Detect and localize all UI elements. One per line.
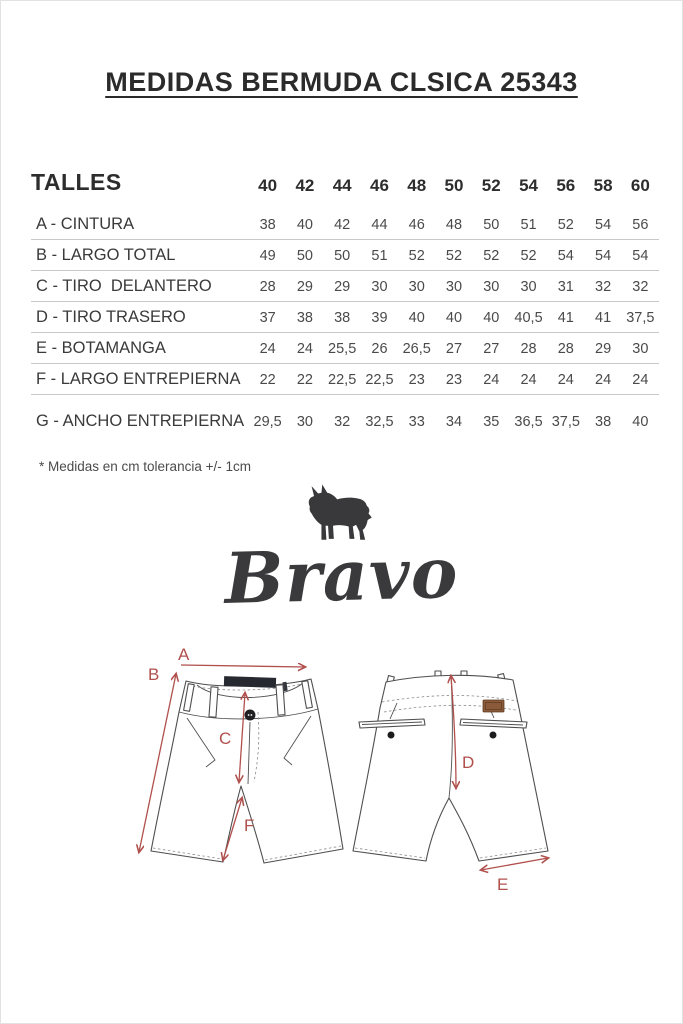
measurement-label: A - CINTURA	[36, 215, 135, 233]
measurement-value: 38	[296, 309, 313, 326]
measurement-value: 52	[557, 216, 574, 233]
measurement-value: 22,5	[365, 371, 394, 388]
measurement-value: 40,5	[514, 309, 543, 326]
back-pocket-button	[388, 732, 395, 739]
measurement-value: 38	[259, 216, 276, 233]
measurement-value: 56	[632, 216, 649, 233]
size-header: 40	[258, 176, 278, 195]
measurement-value: 52	[445, 247, 463, 264]
arrow-label-B: B	[148, 665, 160, 684]
measurement-value: 41	[557, 309, 574, 326]
measurement-value: 24	[595, 371, 612, 388]
measurement-value: 22	[259, 371, 276, 388]
measurement-value: 32	[595, 278, 612, 295]
measurement-value: 36,5	[514, 413, 543, 430]
measurement-value: 51	[520, 216, 537, 233]
measurement-value: 49	[259, 247, 276, 264]
shorts-diagram-svg	[131, 646, 571, 906]
size-header: 48	[407, 176, 427, 195]
measurement-value: 22,5	[328, 371, 357, 388]
brand-name: Bravo	[223, 530, 460, 621]
size-table-header	[31, 169, 659, 196]
measurement-value: 54	[595, 247, 612, 264]
table-row	[31, 302, 659, 333]
measurement-value: 50	[296, 247, 313, 264]
size-header: 42	[295, 176, 315, 195]
measurement-value: 24	[632, 371, 649, 388]
measurement-value: 30	[445, 278, 463, 295]
measurement-value: 41	[595, 309, 612, 326]
table-row	[31, 364, 659, 395]
measurement-value: 23	[445, 371, 463, 388]
measurement-value: 40	[445, 309, 463, 326]
measurement-value: 30	[520, 278, 537, 295]
measurement-value: 30	[483, 278, 500, 295]
size-table-body	[31, 209, 659, 436]
measurement-value: 32,5	[365, 413, 394, 430]
measurement-value: 24	[259, 340, 276, 357]
inner-waist-label	[224, 676, 276, 688]
size-header: 60	[630, 176, 650, 195]
measurement-value: 52	[520, 247, 537, 264]
tolerance-footnote: * Medidas en cm tolerancia +/- 1cm	[39, 459, 251, 474]
measurement-value: 52	[483, 247, 500, 264]
measurement-label: B - LARGO TOTAL	[36, 246, 176, 264]
measurement-value: 30	[632, 340, 649, 357]
measurement-value: 28	[557, 340, 574, 357]
measurement-value: 22	[296, 371, 313, 388]
back-patch-label	[483, 700, 504, 712]
measurement-value: 27	[445, 340, 463, 357]
size-table	[31, 169, 659, 436]
measurement-label: D - TIRO TRASERO	[36, 308, 186, 326]
measurement-value: 46	[408, 216, 425, 233]
measurement-value: 51	[371, 247, 388, 264]
measurement-value: 32	[334, 413, 351, 430]
measurement-value: 38	[595, 413, 612, 430]
measurement-value: 48	[445, 216, 463, 233]
back-view-drawing	[353, 671, 548, 861]
page-title: MEDIDAS BERMUDA CLSICA 25343	[105, 67, 578, 97]
measurement-value: 31	[557, 278, 574, 295]
measurement-value: 40	[483, 309, 500, 326]
measurement-value: 26	[371, 340, 388, 357]
measurement-value: 54	[557, 247, 574, 264]
measurement-value: 25,5	[328, 340, 357, 357]
measurement-value: 28	[520, 340, 537, 357]
measurement-label: F - LARGO ENTREPIERNA	[36, 370, 241, 388]
measurement-value: 24	[296, 340, 313, 357]
brand-logo	[1, 482, 682, 621]
measurement-value: 40	[296, 216, 313, 233]
measurement-value: 42	[334, 216, 351, 233]
measurement-value: 33	[408, 413, 425, 430]
measurement-value: 50	[483, 216, 500, 233]
size-header: 54	[519, 176, 538, 195]
measurement-value: 52	[408, 247, 425, 264]
sizes-header-label: TALLES	[31, 169, 122, 195]
shorts-measurement-diagram	[131, 646, 571, 906]
arrow-label-F: F	[244, 816, 255, 835]
size-header: 50	[444, 176, 464, 195]
measurement-value: 35	[483, 413, 500, 430]
table-row	[31, 240, 659, 271]
measurement-value: 32	[632, 278, 649, 295]
measurement-value: 24	[520, 371, 537, 388]
size-header: 44	[332, 176, 352, 195]
size-header: 46	[369, 176, 389, 195]
arrow-label-E: E	[497, 875, 509, 894]
size-header: 56	[556, 176, 576, 195]
size-header: 52	[481, 176, 501, 195]
table-row	[31, 333, 659, 364]
measurement-label: G - ANCHO ENTREPIERNA	[36, 412, 245, 430]
measurement-value: 37,5	[551, 413, 580, 430]
arrow-label-A: A	[178, 646, 190, 664]
measurement-value: 29,5	[253, 413, 282, 430]
measurement-label: E - BOTAMANGA	[36, 339, 166, 357]
measurement-value: 28	[259, 278, 276, 295]
measurement-value: 29	[296, 278, 313, 295]
measurement-value: 27	[483, 340, 500, 357]
table-row	[31, 209, 659, 240]
measurement-value: 50	[334, 247, 351, 264]
measurement-value: 40	[408, 309, 425, 326]
measurement-value: 24	[557, 371, 574, 388]
measurement-value: 54	[595, 216, 612, 233]
measurement-value: 40	[632, 413, 649, 430]
measurement-value: 24	[483, 371, 500, 388]
measurement-value: 26,5	[402, 340, 431, 357]
measurement-value: 30	[296, 413, 313, 430]
size-header: 58	[593, 176, 613, 195]
arrow-label-D: D	[462, 753, 475, 772]
measurement-value: 29	[595, 340, 612, 357]
measurement-value: 37,5	[626, 309, 655, 326]
measurement-value: 29	[334, 278, 351, 295]
measurement-label: C - TIRO DELANTERO	[36, 277, 212, 295]
table-row	[31, 271, 659, 302]
front-button	[245, 710, 256, 721]
measurement-value: 30	[371, 278, 388, 295]
table-row	[31, 404, 659, 436]
measurement-value: 23	[408, 371, 425, 388]
back-pocket-button	[490, 732, 497, 739]
measurement-value: 37	[259, 309, 276, 326]
measurement-value: 44	[371, 216, 388, 233]
measurement-value: 54	[632, 247, 649, 264]
measurement-value: 39	[371, 309, 388, 326]
measurement-value: 34	[445, 413, 463, 430]
measurement-value: 30	[408, 278, 425, 295]
measurement-value: 38	[334, 309, 351, 326]
arrow-label-C: C	[219, 729, 232, 748]
arrow-A	[181, 665, 305, 667]
